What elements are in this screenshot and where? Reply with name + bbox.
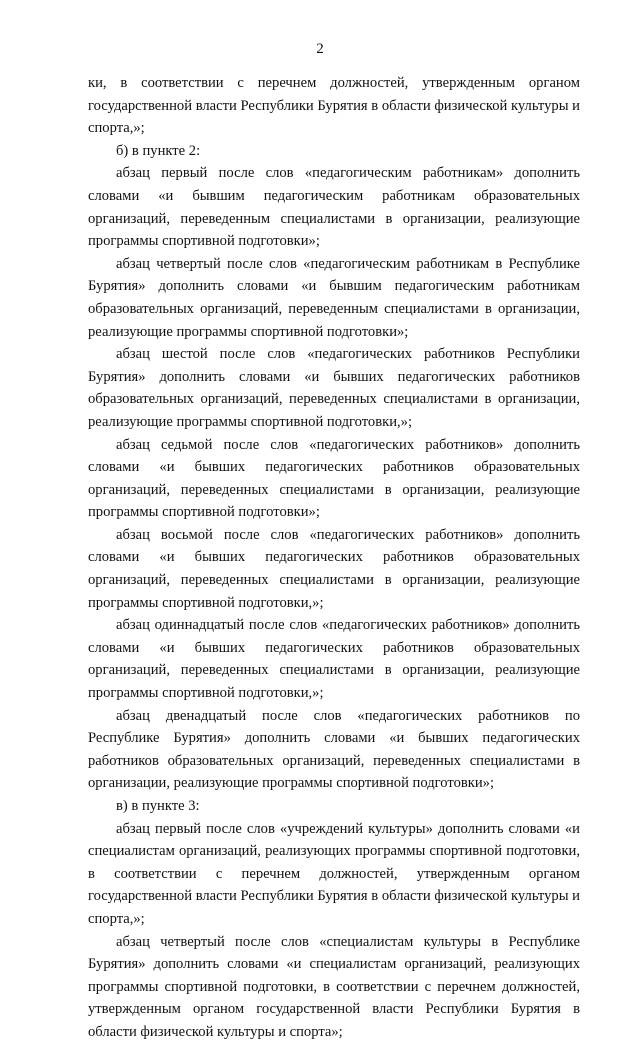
paragraph: абзац двенадцатый после слов «педагогических работников по Республике Бурятия» дополнить словами «и бывших педагогических работников образовательных организаций, переведенных специалистами в организации, реализующие программы спортивной подготовки»;	[88, 707, 580, 792]
document-body	[88, 72, 580, 1044]
paragraph: абзац восьмой после слов «педагогических работников» дополнить словами «и бывших педагогических работников образовательных организаций, переведенных специалистами в организации, реализующие программы спортивной подготовки,»;	[88, 526, 580, 611]
paragraph: абзац первый после слов «педагогическим работникам» дополнить словами «и бывшим педагогическим работникам образовательных организаций, переведенным специалистами в организации, реализующие программы спортивной подготовки»;	[88, 165, 580, 250]
paragraph: абзац шестой после слов «педагогических работников Республики Бурятия» дополнить словами «и бывших педагогических работников образовательных организаций, переведенных специалистами в организации, реализующие программы спортивной подготовки,»;	[88, 346, 580, 430]
paragraph: абзац четвертый после слов «специалистам культуры в Республике Бурятия» дополнить словами «и специалистам организаций, реализующих программы спортивной подготовки, в соответствии с перечнем должностей, утвержденным органом государственной власти Республики Бурятия в области физической культуры и спорта»;	[88, 933, 580, 1040]
paragraph: в) в пункте 3:	[116, 798, 200, 814]
paragraph: ки, в соответствии с перечнем должностей, утвержденным органом государственной власти Республики Бурятия в области физической культуры и спорта,»;	[88, 75, 580, 137]
paragraph: абзац первый после слов «учреждений культуры» дополнить словами «и специалистам организаций, реализующих программы спортивной подготовки, в соответствии с перечнем должностей, утвержденным органом государственной власти Республики Бурятия в области физической культуры и спорта,»;	[88, 820, 580, 927]
page-number: 2	[316, 41, 324, 57]
paragraph: б) в пункте 2:	[116, 142, 201, 159]
paragraph: абзац седьмой после слов «педагогических работников» дополнить словами «и бывших педагогических работников образовательных организаций, переведенных специалистами в организации, реализующие программы спортивной подготовки»;	[88, 436, 580, 521]
paragraph: абзац четвертый после слов «педагогическим работникам в Республике Бурятия» дополнить словами «и бывшим педагогическим работникам образовательных организаций, переведенным специалистами в организации, реализующие программы спортивной подготовки»;	[88, 255, 580, 340]
paragraph: абзац одиннадцатый после слов «педагогических работников» дополнить словами «и бывших педагогических работников образовательных организаций, переведенных специалистами в организации, реализующие программы спортивной подготовки,»;	[88, 617, 580, 702]
